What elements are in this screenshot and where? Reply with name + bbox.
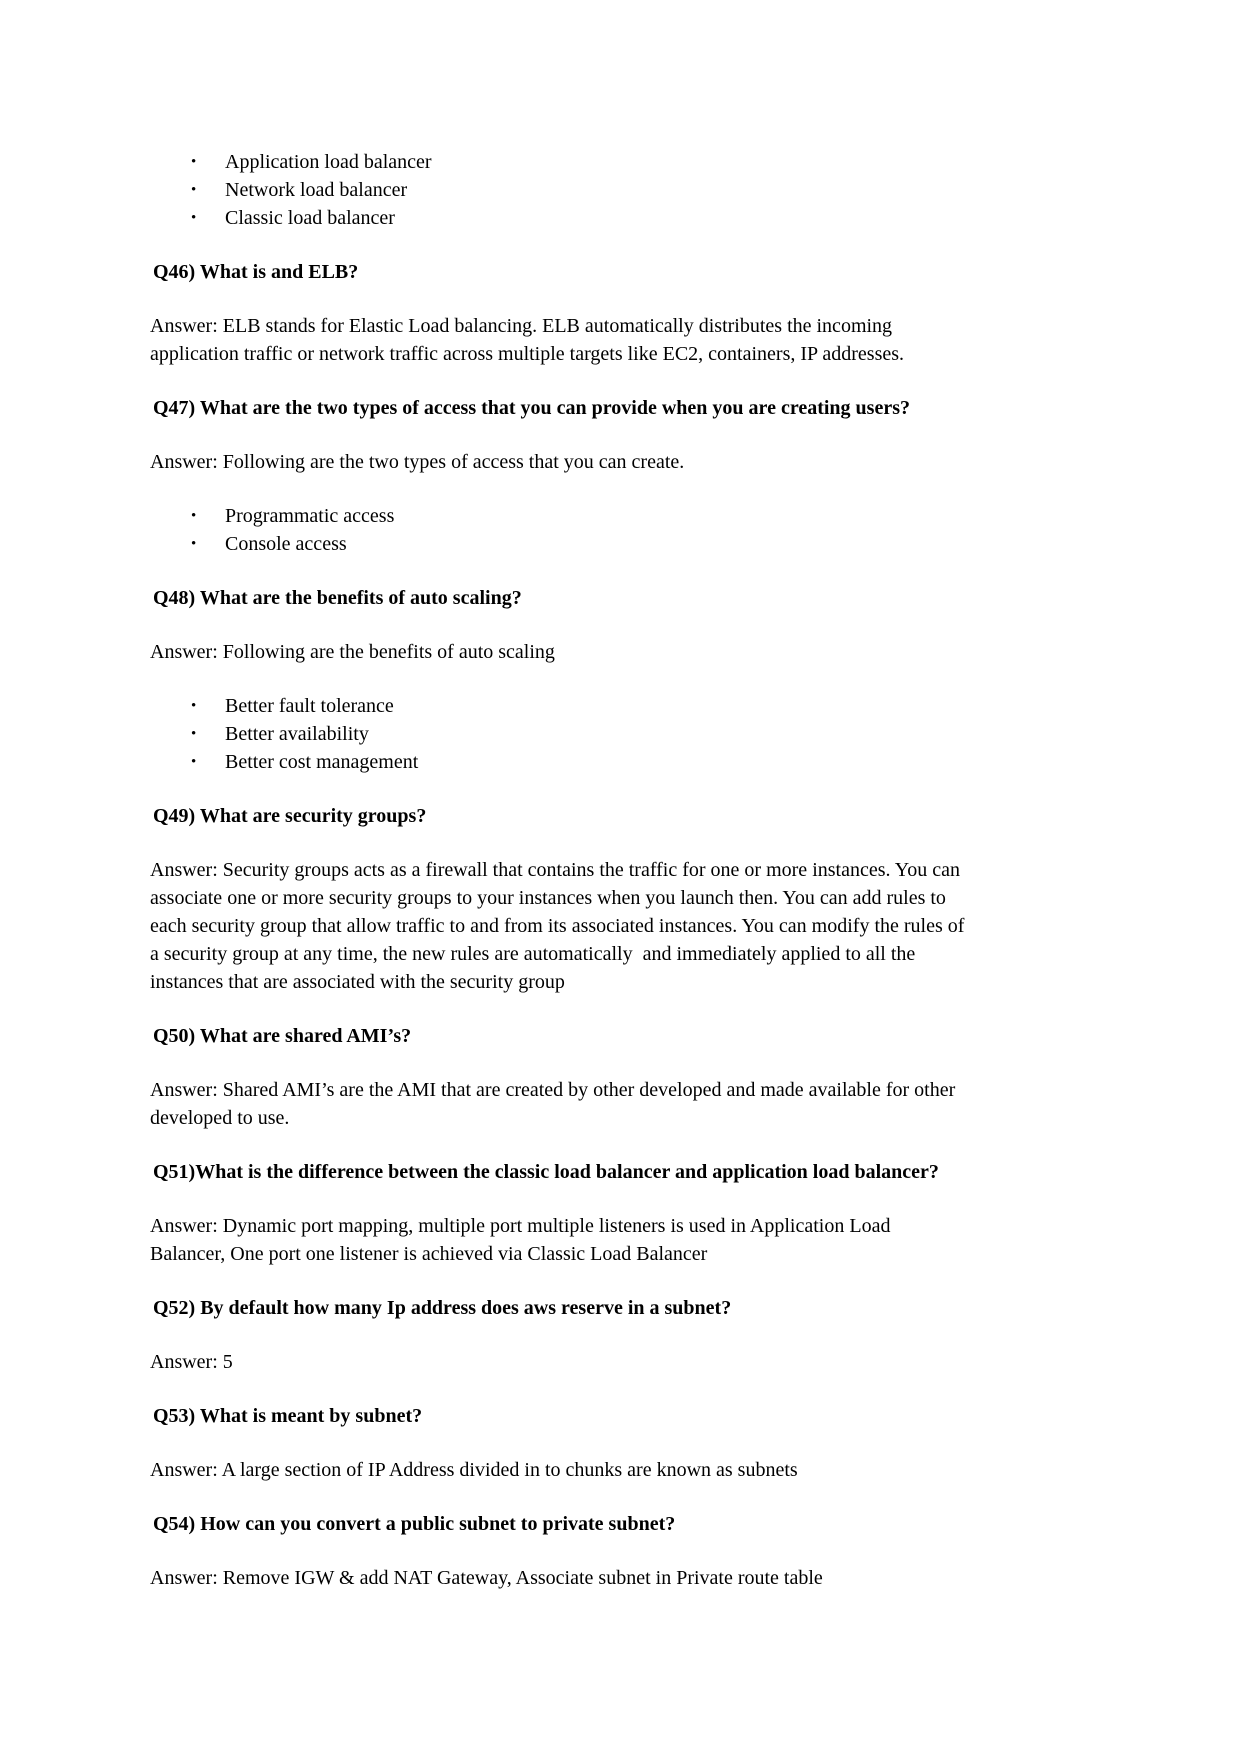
answer-line: a security group at any time, the new rules are automatically and immediately applied to all the <box>150 943 916 965</box>
answer-line: application traffic or network traffic across multiple targets like EC2, containers, IP addresses. <box>150 343 905 365</box>
list-item <box>150 176 1146 204</box>
auto-scaling-benefits-list <box>150 692 1146 776</box>
bullet-icon: • <box>191 508 197 524</box>
list-item-text: Programmatic access <box>225 505 395 527</box>
list-item-text: Network load balancer <box>225 179 408 201</box>
list-item <box>150 692 1146 720</box>
bullet-icon: • <box>191 754 197 770</box>
access-types-list <box>150 502 1146 558</box>
question-heading-q53: Q53) What is meant by subnet? <box>153 1405 423 1427</box>
list-item-text: Classic load balancer <box>225 207 395 229</box>
question-heading-q48: Q48) What are the benefits of auto scaling? <box>153 587 522 609</box>
answer-paragraph-q47 <box>150 448 1146 476</box>
answer-paragraph-q54 <box>150 1564 1146 1592</box>
list-item-text: Application load balancer <box>225 151 432 173</box>
answer-paragraph-q52 <box>150 1348 1146 1376</box>
list-item-text: Better availability <box>225 723 369 745</box>
answer-line: Answer: Shared AMI’s are the AMI that are created by other developed and made available for other <box>150 1079 956 1101</box>
answer-line: each security group that allow traffic to and from its associated instances. You can modify the rules of <box>150 915 965 937</box>
list-item-text: Better fault tolerance <box>225 695 394 717</box>
list-item <box>150 748 1146 776</box>
question-heading-q49: Q49) What are security groups? <box>153 805 427 827</box>
answer-line: Answer: ELB stands for Elastic Load balancing. ELB automatically distributes the incoming <box>150 315 893 337</box>
question-heading-q51: Q51)What is the difference between the classic load balancer and application load balancer? <box>153 1161 939 1183</box>
answer-line: Answer: 5 <box>150 1351 233 1373</box>
question-heading-q46: Q46) What is and ELB? <box>153 261 359 283</box>
answer-paragraph-q53 <box>150 1456 1146 1484</box>
list-item <box>150 530 1146 558</box>
list-item <box>150 720 1146 748</box>
bullet-icon: • <box>191 536 197 552</box>
answer-paragraph-q48 <box>150 638 1146 666</box>
question-heading-q50: Q50) What are shared AMI’s? <box>153 1025 412 1047</box>
bullet-icon: • <box>191 210 197 226</box>
answer-line: associate one or more security groups to your instances when you launch then. You can add rules to <box>150 887 946 909</box>
answer-line: Answer: Dynamic port mapping, multiple port multiple listeners is used in Application Load <box>150 1215 891 1237</box>
answer-paragraph-q50 <box>150 1076 1146 1132</box>
answer-line: developed to use. <box>150 1107 290 1129</box>
question-heading-q52: Q52) By default how many Ip address does aws reserve in a subnet? <box>153 1297 732 1319</box>
bullet-icon: • <box>191 698 197 714</box>
answer-line: Answer: Security groups acts as a firewall that contains the traffic for one or more instances. You can <box>150 859 960 881</box>
bullet-icon: • <box>191 726 197 742</box>
bullet-icon: • <box>191 154 197 170</box>
list-item-text: Console access <box>225 533 347 555</box>
answer-paragraph-q46 <box>150 312 1146 368</box>
answer-paragraph-q49 <box>150 856 1146 996</box>
bullet-icon: • <box>191 182 197 198</box>
answer-paragraph-q51 <box>150 1212 1146 1268</box>
answer-line: Answer: A large section of IP Address divided in to chunks are known as subnets <box>150 1459 798 1481</box>
answer-line: instances that are associated with the security group <box>150 971 565 993</box>
list-item <box>150 502 1146 530</box>
answer-line: Balancer, One port one listener is achieved via Classic Load Balancer <box>150 1243 708 1265</box>
load-balancer-types-list <box>150 148 1146 232</box>
list-item <box>150 204 1146 232</box>
question-heading-q47: Q47) What are the two types of access that you can provide when you are creating users? <box>153 397 910 419</box>
answer-line: Answer: Following are the two types of access that you can create. <box>150 451 685 473</box>
list-item <box>150 148 1146 176</box>
list-item-text: Better cost management <box>225 751 419 773</box>
question-heading-q54: Q54) How can you convert a public subnet to private subnet? <box>153 1513 676 1535</box>
answer-line: Answer: Remove IGW & add NAT Gateway, Associate subnet in Private route table <box>150 1567 823 1589</box>
answer-line: Answer: Following are the benefits of auto scaling <box>150 641 555 663</box>
